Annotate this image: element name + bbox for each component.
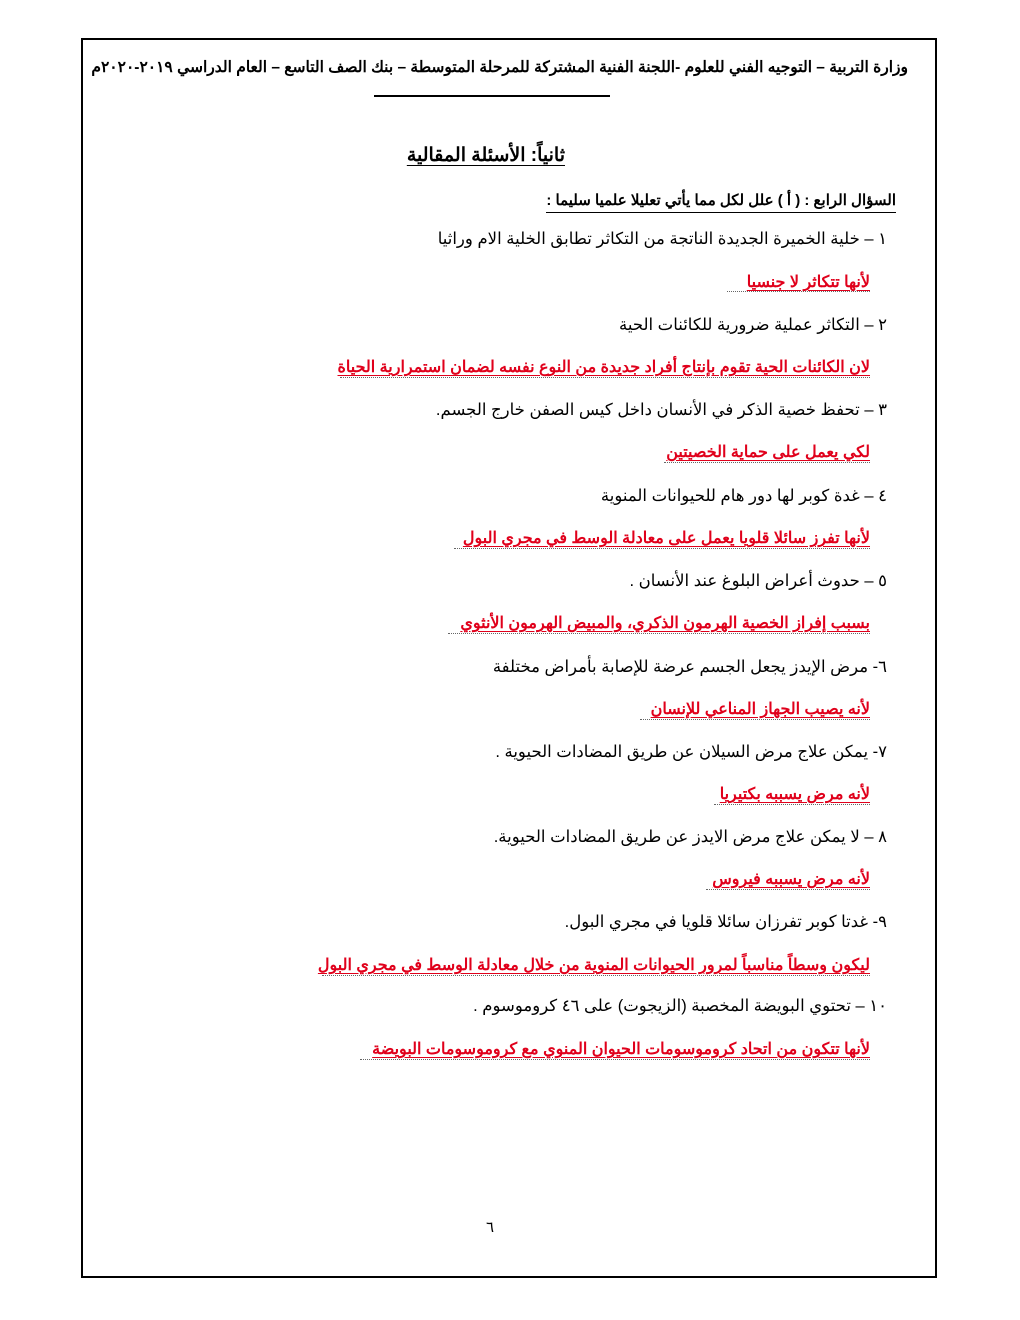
answer-text-4: لأنها تفرز سائلا قلويا يعمل على معادلة الوسط في مجري البول: [462, 530, 870, 547]
page-number: ٦: [486, 1219, 495, 1236]
answer-line-10: [360, 1059, 870, 1060]
answer-7: [720, 784, 870, 804]
answer-text-10: لأنها تتكون من اتحاد كروموسومات الحيوان المنوي مع كروموسومات البويضة: [372, 1041, 870, 1058]
question-9: ٩- غدتا كوبر تفرزان سائلا قلويا في مجري البول.: [564, 913, 887, 931]
answer-text-7: لأنه مرض يسببه بكتيريا: [719, 786, 870, 803]
answer-line-4: [454, 548, 870, 549]
answer-text-5: بسبب إفراز الخصية الهرمون الذكري، والمبيض الهرمون الأنثوي: [460, 615, 870, 632]
question-5: ٥ – حدوث أعراض البلوغ عند الأنسان .: [629, 572, 887, 590]
answer-line-5: [448, 633, 870, 634]
answer-2: [338, 357, 871, 377]
answer-line-7: [714, 804, 870, 805]
answer-line-2: [340, 377, 870, 378]
question-4: ٤ – غدة كوبر لها دور هام للحيوانات المنوية: [600, 487, 887, 505]
question-7: ٧- يمكن علاج مرض السيلان عن طريق المضادات الحيوية .: [495, 743, 887, 761]
question-10: ١٠ – تحتوي البويضة المخصبة (الزيجوت) على ٤٦ كروموسوم .: [473, 997, 887, 1015]
header-divider: [374, 95, 610, 97]
answer-3: [666, 442, 870, 462]
answer-text-9: ليكون وسطاً مناسباً لمرور الحيوانات المنوية من خلال معادلة الوسط في مجري البول: [317, 957, 870, 974]
answer-text-2: لان الكائنات الحية تقوم بإنتاج أفراد جديدة من النوع نفسه لضمان استمرارية الحياة: [337, 359, 870, 376]
answer-6: [651, 699, 870, 719]
question-3: ٣ – تحفظ خصية الذكر في الأنسان داخل كيس الصفن خارج الجسم.: [435, 401, 887, 419]
answer-text-1: لأنها تتكاثر لا جنسيا: [746, 274, 870, 291]
question-2: ٢ – التكاثر عملية ضرورية للكائنات الحية: [619, 316, 887, 334]
answer-line-8: [706, 889, 870, 890]
page-header: وزارة التربية – التوجيه الفني للعلوم -اللجنة الفنية المشتركة للمرحلة المتوسطة – بنك الصف التاسع – العام الدراسي ٢٠١٩-٢٠٢٠م: [91, 59, 908, 76]
section-title: ثانياً: الأسئلة المقالية: [406, 145, 565, 166]
question-8: ٨ – لا يمكن علاج مرض الايدز عن طريق المضادات الحيوية.: [493, 828, 887, 846]
answer-line-3: [664, 462, 870, 463]
answer-9: [318, 955, 870, 975]
answer-8: [712, 869, 870, 889]
answer-10: [372, 1039, 870, 1059]
question-6: ٦- مرض الإيدز يجعل الجسم عرضة للإصابة بأمراض مختلفة: [492, 658, 887, 676]
answer-1: [747, 272, 870, 292]
answer-4: [463, 528, 870, 548]
question-1: ١ – خلية الخميرة الجديدة الناتجة من التكاثر تطابق الخلية الام وراثيا: [437, 230, 887, 248]
answer-line-9: [322, 975, 870, 976]
question-intro: السؤال الرابع : ( أ ) علل لكل مما يأتي تعليلا علميا سليما :: [546, 191, 896, 213]
answer-text-6: لأنه يصيب الجهاز المناعي للإنسان: [650, 701, 870, 718]
answer-text-8: لأنه مرض يسببه فيروس: [712, 871, 870, 888]
answer-line-6: [640, 719, 870, 720]
answer-5: [460, 613, 870, 633]
answer-text-3: لكي يعمل على حماية الخصيتين: [666, 444, 870, 461]
